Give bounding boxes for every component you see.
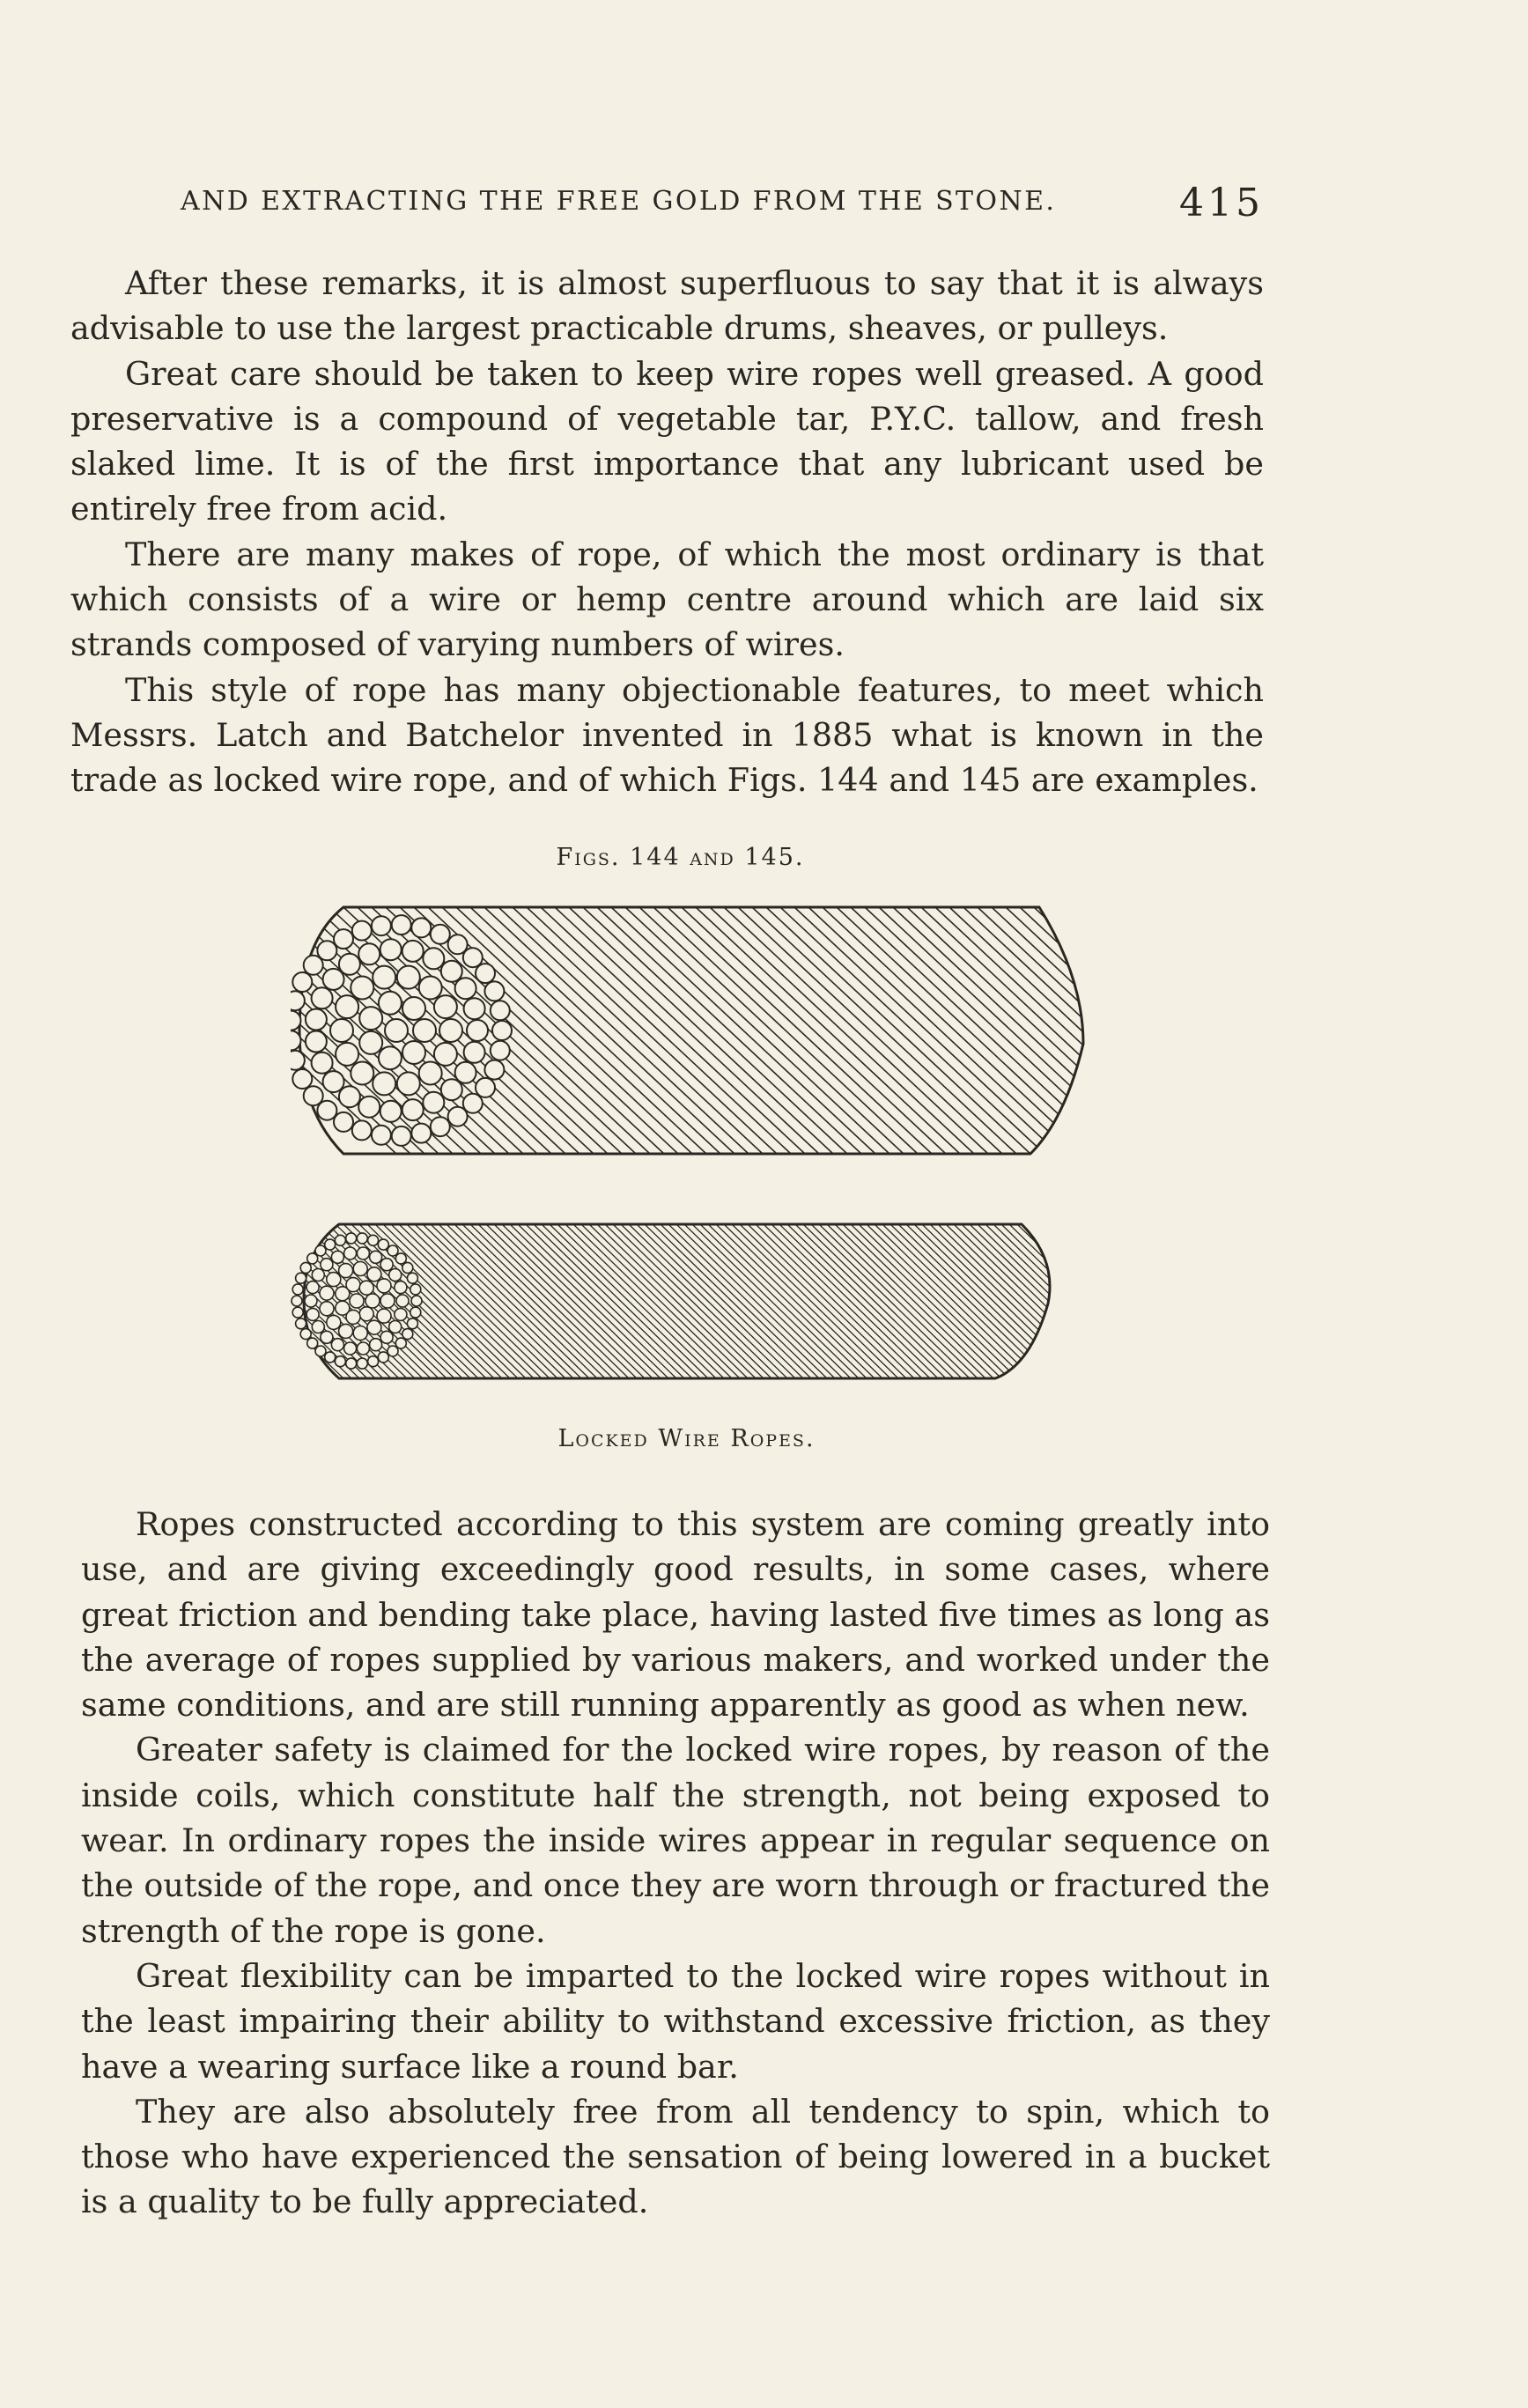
hatch-line bbox=[527, 907, 791, 1154]
hatch-line bbox=[1073, 1224, 1101, 1378]
wire-section bbox=[464, 1042, 485, 1063]
wire-section bbox=[353, 1326, 367, 1341]
figure-title: Figs. 144 and 145. bbox=[556, 844, 805, 871]
hatch-line bbox=[724, 907, 988, 1154]
wire-section bbox=[455, 978, 476, 999]
wire-section bbox=[315, 1346, 326, 1356]
running-head: AND EXTRACTING THE FREE GOLD FROM THE STONE. bbox=[181, 186, 1057, 217]
wire-section bbox=[339, 1264, 353, 1278]
wire-section bbox=[334, 929, 353, 949]
wire-section bbox=[388, 1346, 398, 1356]
wire-section bbox=[395, 1282, 407, 1294]
hatch-line bbox=[808, 907, 1073, 1154]
wire-section bbox=[395, 1308, 407, 1320]
hatch-line bbox=[696, 907, 960, 1154]
wire-section bbox=[377, 1309, 391, 1323]
wire-section bbox=[431, 925, 450, 944]
wire-section bbox=[292, 1069, 312, 1089]
wire-section bbox=[306, 1009, 327, 1030]
wire-section bbox=[396, 1295, 409, 1307]
wire-section bbox=[402, 941, 424, 962]
wire-section bbox=[378, 1239, 388, 1250]
wire-section bbox=[315, 1245, 326, 1256]
wire-section bbox=[320, 1286, 334, 1300]
wire-section bbox=[359, 1307, 373, 1321]
wire-section bbox=[357, 1233, 367, 1244]
wire-section bbox=[419, 977, 442, 1000]
wire-section bbox=[455, 1062, 476, 1083]
wire-section bbox=[300, 1329, 311, 1340]
hatch-line bbox=[583, 907, 847, 1154]
wire-section bbox=[335, 1235, 345, 1245]
hatch-line bbox=[513, 907, 777, 1154]
hatch-line bbox=[1065, 1224, 1101, 1378]
wire-section bbox=[380, 1101, 402, 1122]
wire-section bbox=[370, 1339, 382, 1351]
wire-section bbox=[291, 1051, 305, 1070]
wire-section bbox=[339, 954, 360, 975]
wire-section bbox=[334, 1112, 353, 1132]
wire-section bbox=[411, 1124, 431, 1143]
wire-section bbox=[346, 1233, 357, 1244]
wire-section bbox=[372, 916, 391, 935]
wire-section bbox=[419, 1062, 442, 1085]
wire-section bbox=[336, 1043, 358, 1066]
wire-section bbox=[357, 1358, 367, 1369]
wire-section bbox=[411, 918, 431, 937]
wire-section bbox=[307, 1338, 318, 1348]
wire-section bbox=[312, 1269, 324, 1282]
wire-section bbox=[368, 1235, 379, 1245]
hatch-line bbox=[710, 907, 974, 1154]
wire-section bbox=[491, 1001, 510, 1020]
hatch-line bbox=[752, 907, 1016, 1154]
wire-section bbox=[431, 1117, 450, 1136]
wire-section bbox=[402, 997, 425, 1020]
text-block-top bbox=[70, 261, 1264, 803]
wire-section bbox=[365, 1294, 380, 1308]
wire-section bbox=[476, 964, 495, 983]
wire-section bbox=[380, 1259, 393, 1271]
hatch-line bbox=[1076, 907, 1101, 1154]
wire-section bbox=[323, 969, 344, 990]
hatch-line bbox=[1057, 1224, 1101, 1378]
wire-section bbox=[373, 1072, 395, 1095]
wire-section bbox=[321, 1331, 333, 1343]
wire-section bbox=[330, 1019, 353, 1042]
hatch-line bbox=[541, 907, 805, 1154]
wire-section bbox=[312, 1321, 324, 1333]
wire-section bbox=[359, 1007, 382, 1030]
wire-section bbox=[491, 1041, 510, 1060]
wire-section bbox=[448, 1107, 468, 1126]
wire-section bbox=[331, 1339, 343, 1351]
wire-section bbox=[402, 1262, 413, 1273]
wire-section bbox=[327, 1273, 341, 1287]
wire-section bbox=[357, 1247, 369, 1259]
wire-section bbox=[389, 1269, 402, 1282]
wire-section bbox=[411, 1296, 422, 1306]
wire-section bbox=[385, 1019, 408, 1042]
wire-section bbox=[389, 1321, 402, 1333]
paragraph: After these remarks, it is almost superfluous to say that it is always advisable to use the largest practicable drums, sheaves, or pulleys. bbox=[70, 264, 1264, 348]
wire-section bbox=[395, 1338, 406, 1348]
text-block-bottom bbox=[81, 1502, 1270, 2225]
wire-section bbox=[423, 948, 444, 969]
paragraph: Great care should be taken to keep wire ropes well greased. A good preservative is a compound of vegetable tar, P.Y.C. tallow, and fresh slaked lime. It is of the first importance that any lubricant used be entirely free from acid. bbox=[70, 354, 1264, 528]
wire-section bbox=[434, 1043, 457, 1066]
hatch-line bbox=[1033, 1224, 1101, 1378]
hatch-line bbox=[794, 907, 1059, 1154]
wire-section bbox=[402, 1099, 424, 1120]
hatch-line bbox=[555, 907, 819, 1154]
wire-section bbox=[368, 1356, 379, 1367]
wire-section bbox=[292, 972, 312, 992]
wire-section bbox=[323, 1071, 344, 1092]
wire-section bbox=[339, 1086, 360, 1107]
wire-section bbox=[320, 1302, 334, 1316]
wire-section bbox=[344, 1342, 357, 1355]
wire-section bbox=[358, 943, 380, 964]
hatch-line bbox=[1090, 907, 1101, 1154]
wire-section bbox=[312, 987, 333, 1008]
wire-section bbox=[331, 1251, 343, 1263]
wire-section bbox=[357, 1342, 369, 1355]
hatch-line bbox=[597, 907, 861, 1154]
wire-section bbox=[439, 1019, 462, 1042]
wire-section bbox=[305, 1295, 317, 1307]
hatch-line bbox=[1081, 1224, 1101, 1378]
wire-section bbox=[380, 1294, 395, 1308]
hatch-line bbox=[962, 1224, 1101, 1378]
wire-section bbox=[327, 1315, 341, 1329]
rope-figure-145 bbox=[291, 1224, 1101, 1378]
wire-section bbox=[484, 981, 504, 1001]
hatch-line bbox=[1096, 1224, 1101, 1378]
wire-section bbox=[346, 1358, 357, 1369]
hatch-line bbox=[498, 907, 763, 1154]
wire-section bbox=[467, 1020, 488, 1041]
wire-section bbox=[351, 977, 373, 1000]
wire-section bbox=[304, 1086, 323, 1105]
hatch-line bbox=[1025, 1224, 1101, 1378]
paragraph: This style of rope has many objectionable features, to meet which Messrs. Latch and Batchelor invented in 1885 what is known in the trade as locked wire rope, and of which Figs. 144 and 145 are examples. bbox=[70, 670, 1264, 800]
hatch-line bbox=[823, 907, 1087, 1154]
wire-section bbox=[441, 1079, 462, 1100]
hatch-line bbox=[682, 907, 946, 1154]
paragraph: Ropes constructed according to this system are coming greatly into use, and are giving exceedingly good results, in some cases, where great friction and bending take place, having lasted five times as long as the average of ropes supplied by various makers, and worked under the same conditions, and are still running apparently as good as when new. bbox=[81, 1505, 1270, 1725]
wire-section bbox=[378, 1352, 388, 1363]
wire-section bbox=[379, 992, 402, 1015]
wire-section bbox=[380, 1331, 393, 1343]
hatch-line bbox=[837, 907, 1101, 1154]
wire-section bbox=[463, 948, 483, 967]
hatch-line bbox=[625, 907, 889, 1154]
wire-section bbox=[423, 1092, 444, 1113]
wire-section bbox=[380, 939, 402, 960]
hatch-line bbox=[611, 907, 875, 1154]
hatch-line bbox=[1001, 1224, 1101, 1378]
wire-section bbox=[344, 1247, 357, 1259]
wire-section bbox=[358, 1097, 380, 1118]
wire-section bbox=[317, 941, 336, 960]
wire-section bbox=[306, 1282, 319, 1294]
hatch-line bbox=[970, 1224, 1101, 1378]
wire-section bbox=[372, 1126, 391, 1145]
hatch-line bbox=[653, 907, 918, 1154]
wire-section bbox=[402, 1041, 425, 1064]
wire-section bbox=[291, 991, 305, 1010]
wire-section bbox=[397, 966, 420, 989]
wire-section bbox=[306, 1308, 319, 1320]
wire-section bbox=[296, 1273, 306, 1283]
page-header bbox=[181, 181, 1264, 225]
hatch-line bbox=[985, 1224, 1101, 1378]
locked-wire-ropes-illustration bbox=[291, 890, 1101, 1400]
wire-section bbox=[367, 1267, 381, 1282]
wire-section bbox=[292, 1296, 302, 1306]
wire-section bbox=[325, 1239, 336, 1250]
wire-section bbox=[325, 1352, 336, 1363]
hatch-line bbox=[639, 907, 904, 1154]
wire-section bbox=[377, 1279, 391, 1293]
wire-section bbox=[397, 1072, 420, 1095]
wire-section bbox=[395, 1253, 406, 1264]
hatch-line bbox=[954, 1224, 1101, 1378]
hatch-line bbox=[738, 907, 1002, 1154]
paragraph: They are also absolutely free from all tendency to spin, which to those who have experienced the sensation of being lowered in a bucket is a quality to be fully appreciated. bbox=[81, 2092, 1270, 2221]
figure-caption: Locked Wire Ropes. bbox=[557, 1425, 816, 1452]
hatch-line bbox=[569, 907, 833, 1154]
wire-section bbox=[410, 1284, 421, 1295]
wire-section bbox=[402, 1329, 413, 1340]
paragraph: Greater safety is claimed for the locked wire ropes, by reason of the inside coils, which constitute half the strength, not being exposed to wear. In ordinary ropes the inside wires appear in regular sequence on the outside of the rope, and once they are worn through or fractured the strength of the rope is gone. bbox=[81, 1731, 1270, 1950]
hatch-line bbox=[780, 907, 1045, 1154]
wire-section bbox=[492, 1021, 512, 1040]
hatch-line bbox=[766, 907, 1030, 1154]
page-number: 415 bbox=[1179, 181, 1264, 225]
wire-section bbox=[292, 1307, 303, 1318]
wire-section bbox=[292, 1284, 303, 1295]
wire-section bbox=[352, 921, 372, 941]
hatch-line bbox=[1049, 1224, 1101, 1378]
wire-section bbox=[413, 1019, 436, 1042]
wire-section bbox=[392, 915, 411, 934]
wire-section bbox=[484, 1060, 504, 1080]
wire-section bbox=[300, 1262, 311, 1273]
wire-section bbox=[392, 1126, 411, 1146]
wire-section bbox=[353, 1262, 367, 1276]
wire-section bbox=[464, 998, 485, 1019]
hatch-line bbox=[1017, 1224, 1101, 1378]
hatch-line bbox=[484, 907, 749, 1154]
wire-section bbox=[373, 966, 395, 989]
hatch-line bbox=[1089, 1224, 1101, 1378]
rope-figure-144 bbox=[291, 907, 1101, 1154]
wire-section bbox=[476, 1078, 495, 1097]
wire-section bbox=[441, 961, 462, 982]
wire-section bbox=[336, 1301, 350, 1315]
wire-section bbox=[359, 1031, 382, 1054]
wire-section bbox=[346, 1278, 360, 1292]
wire-section bbox=[339, 1324, 353, 1338]
wire-section bbox=[307, 1253, 318, 1264]
wire-section bbox=[410, 1307, 421, 1318]
paragraph: There are many makes of rope, of which the most ordinary is that which consists of a wire or hemp centre around which are laid six strands composed of varying numbers of wires. bbox=[70, 535, 1264, 664]
wire-section bbox=[407, 1273, 417, 1283]
wire-section bbox=[351, 1062, 373, 1085]
wire-section bbox=[434, 995, 457, 1018]
wire-section bbox=[370, 1251, 382, 1263]
wire-section bbox=[335, 1356, 345, 1367]
wire-section bbox=[350, 1294, 364, 1308]
wire-section bbox=[388, 1245, 398, 1256]
wire-section bbox=[379, 1046, 402, 1069]
wire-section bbox=[367, 1320, 381, 1334]
wire-section bbox=[336, 995, 358, 1018]
wire-section bbox=[312, 1053, 333, 1074]
paragraph: Great flexibility can be imparted to the locked wire ropes without in the least impairing their ability to withstand excessive friction, as they have a wearing surface like a round bar. bbox=[81, 1956, 1270, 2086]
hatch-line bbox=[1041, 1224, 1101, 1378]
wire-section bbox=[321, 1259, 333, 1271]
wire-section bbox=[306, 1031, 327, 1053]
wire-section bbox=[407, 1318, 417, 1329]
wire-section bbox=[296, 1318, 306, 1329]
hatch-line bbox=[668, 907, 932, 1154]
wire-section bbox=[352, 1120, 372, 1140]
wire-section bbox=[359, 1281, 373, 1295]
